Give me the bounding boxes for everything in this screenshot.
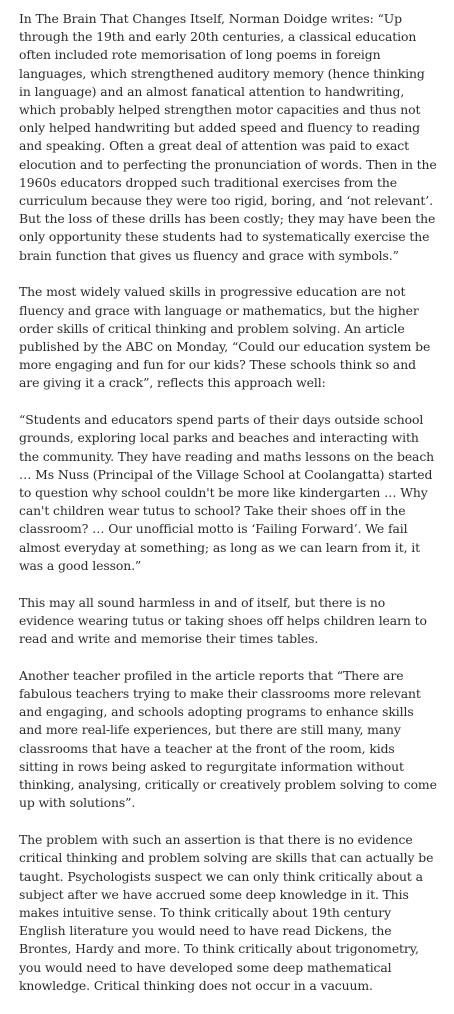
paragraph-doidge-quote: In The Brain That Changes Itself, Norman Doidge writes: “Up through the 19th and early 20th centuries, a classical education often included rote memorisation of long poems in foreign languages, which strengthened auditory memory (hence thinking in language) and an almost fanatical attention to handwriting, which probably helped strengthen motor capacities and thus not only helped handwriting but added speed and fluency to reading and speaking. Often a great deal of attention was paid to exact elocution and to perfecting the pronunciation of words. Then in the 1960s educators dropped such traditional exercises from the curriculum because they were too rigid, boring, and ‘not relevant’. But the loss of these drills has been costly; they may have been the only opportunity these students had to systematically exercise the brain function that gives us fluency and grace with symbols.” (19, 11, 437, 263)
paragraph-tutus: This may all sound harmless in and of itself, but there is no evidence wearing tutus or taking shoes off helps children learn to read and write and memorise their times tables. (19, 594, 427, 647)
paragraph-village-school-quote: “Students and educators spend parts of their days outside school grounds, exploring local parks and beaches and interacting with the community. They have reading and maths lessons on the beach … Ms Nuss (Principal of the Village School at Coolangatta) started to question why school couldn't be more like kindergarten … Why can't children wear tutus to school? Take their shoes off in the classroom? … Our unofficial motto is ‘Failing Forward’. We fail almost everyday at something; as long as we can learn from it, it was a good lesson.” (19, 412, 435, 573)
article-body (19, 10, 437, 1014)
paragraph-critical-thinking: The problem with such an assertion is that there is no evidence critical thinking and problem solving are skills that can actually be taught. Psychologists suspect we can only think critically about a subject after we have accrued some deep knowledge in it. This makes intuitive sense. To think critically about 19th century English literature you would need to have read Dickens, the Brontes, Hardy and more. To think critically about trigonometry, you would need to have developed some deep mathematical knowledge. Critical thinking does not occur in a vacuum. (19, 832, 434, 993)
paragraph-progressive-skills: The most widely valued skills in progressive education are not fluency and grace with language or mathematics, but the higher order skills of critical thinking and problem solving. An article published by the ABC on Monday, “Could our education system be more engaging and fun for our kids? These schools think so and are giving it a crack”, reflects this approach well: (19, 284, 431, 391)
paragraph-teacher-report: Another teacher profiled in the article reports that “There are fabulous teachers trying to make their classrooms more relevant and engaging, and schools adopting programs to enhance skills and more real-life experiences, but there are still many, many classrooms that have a teacher at the front of the room, kids sitting in rows being asked to regurgitate information without thinking, analysing, critically or creatively problem solving to come up with solutions”. (19, 667, 437, 811)
